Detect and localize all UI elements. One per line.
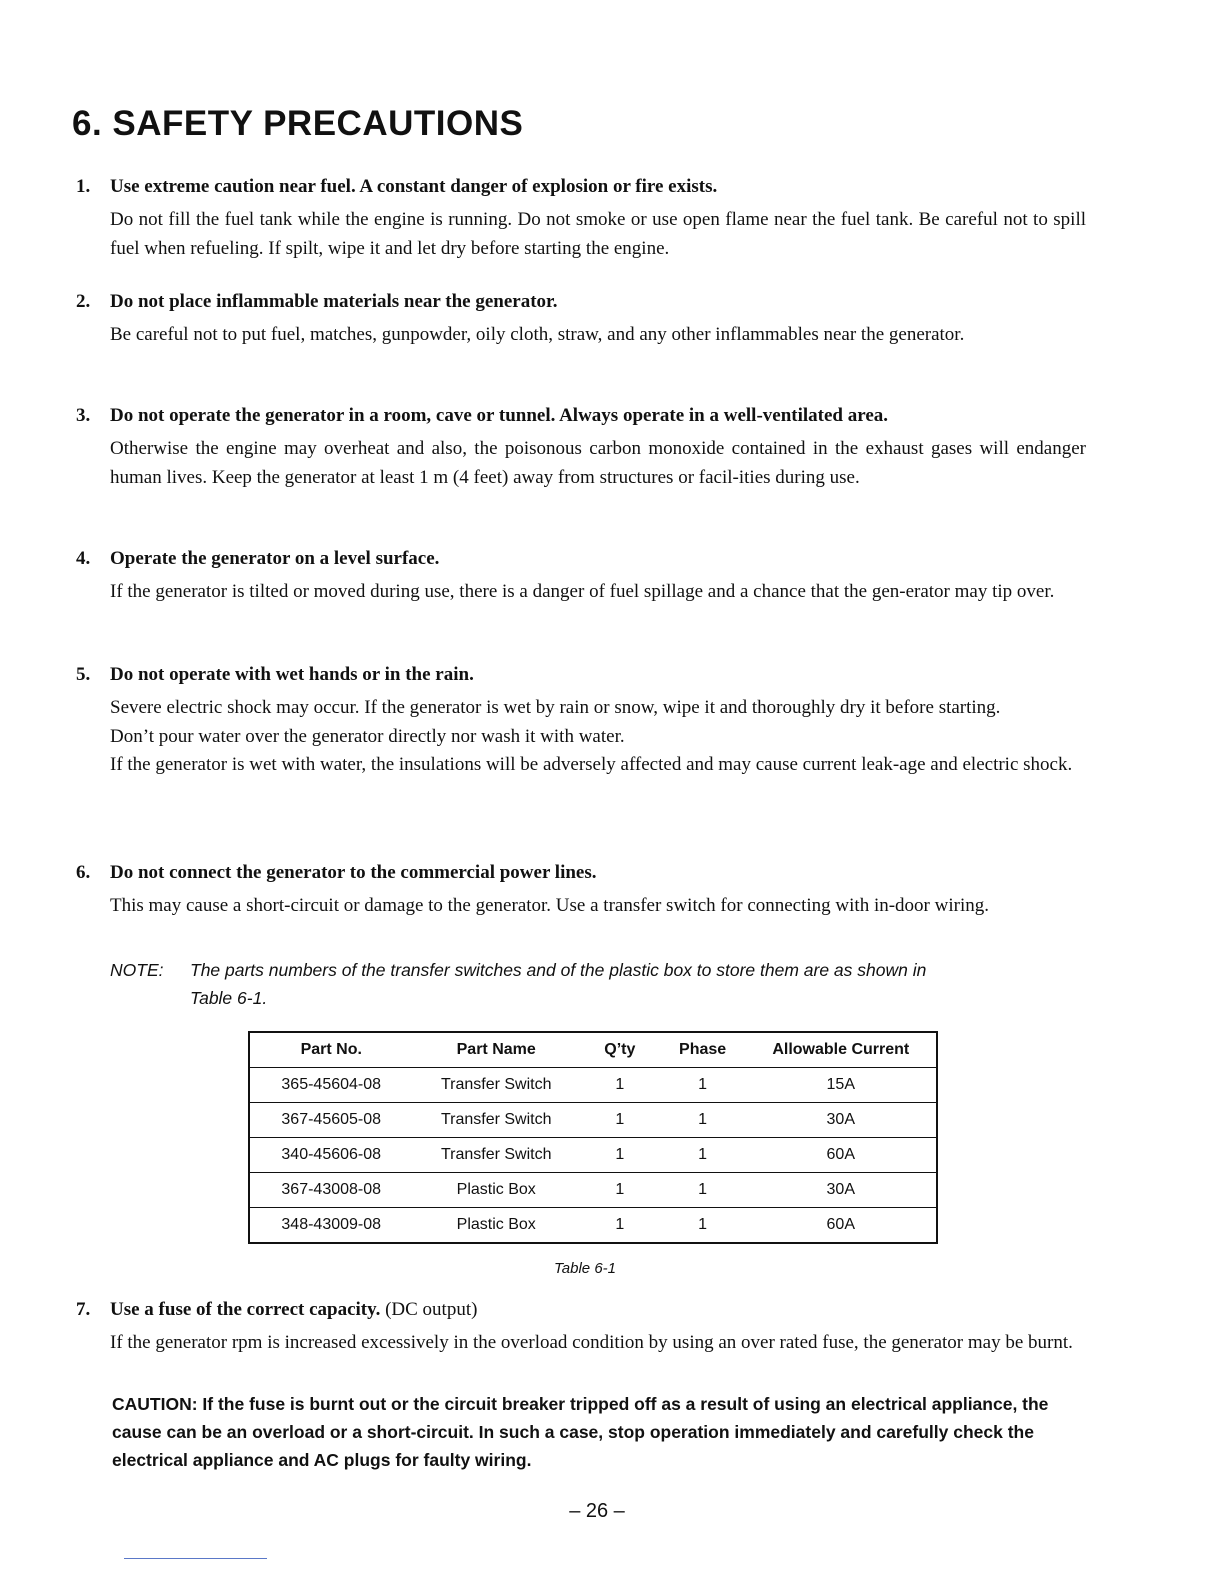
item-paragraph: Don’t pour water over the generator directly nor wash it with water. — [110, 725, 625, 747]
table-row — [249, 1103, 937, 1138]
page-number: – 26 – — [569, 1500, 625, 1522]
table-cell: Transfer Switch — [412, 1138, 579, 1173]
item-body — [110, 892, 1086, 921]
table-cell: 340-45606-08 — [249, 1138, 412, 1173]
column-header: Phase — [660, 1032, 746, 1068]
table-cell: 15A — [746, 1068, 937, 1103]
item-heading: Use extreme caution near fuel. A constant danger of explosion or fire exists. — [110, 176, 718, 197]
item-paragraph: Be careful not to put fuel, matches, gunpowder, oily cloth, straw, and any other inflammables near the generator. — [110, 324, 965, 345]
table-cell: 367-43008-08 — [249, 1173, 412, 1208]
table-cell: 30A — [746, 1173, 937, 1208]
item-heading: Do not connect the generator to the commercial power lines. — [110, 862, 597, 883]
item-body — [110, 578, 1086, 607]
item-heading: Do not operate the generator in a room, cave or tunnel. Always operate in a well-ventilated area. — [110, 405, 889, 426]
item-body — [110, 694, 1086, 780]
table-cell: 1 — [660, 1208, 746, 1244]
item-body — [110, 321, 1086, 350]
item-paragraph: If the generator rpm is increased excessively in the overload condition by using an over rated fuse, the generator may be burnt. — [110, 1332, 1073, 1353]
table-cell: 60A — [746, 1208, 937, 1244]
item-paragraph: This may cause a short-circuit or damage to the generator. Use a transfer switch for connecting with in-door wiring. — [110, 895, 989, 916]
table-cell: 1 — [580, 1208, 660, 1244]
column-header: Part No. — [249, 1032, 412, 1068]
table-cell: 365-45604-08 — [249, 1068, 412, 1103]
item-heading: Do not place inflammable materials near the generator. — [110, 291, 558, 312]
table-cell: Transfer Switch — [412, 1068, 579, 1103]
table-cell: 1 — [580, 1068, 660, 1103]
item-number: 2. — [76, 291, 91, 312]
parts-table — [248, 1031, 938, 1244]
item-heading-text: Use a fuse of the correct capacity. — [110, 1299, 381, 1320]
item-body — [110, 1329, 1086, 1358]
item-number: 3. — [76, 405, 91, 426]
item-heading: Do not operate with wet hands or in the rain. — [110, 664, 474, 685]
column-header: Part Name — [412, 1032, 579, 1068]
table-row — [249, 1208, 937, 1244]
note-text: The parts numbers of the transfer switches and of the plastic box to store them are as shown in — [190, 960, 927, 980]
table-header-row — [249, 1032, 937, 1068]
table-cell: Plastic Box — [412, 1208, 579, 1244]
item-heading — [110, 1299, 477, 1321]
column-header: Q’ty — [580, 1032, 660, 1068]
table-cell: 1 — [580, 1103, 660, 1138]
table-cell: 1 — [660, 1138, 746, 1173]
table-row — [249, 1173, 937, 1208]
footer-rule — [124, 1558, 267, 1559]
item-paragraph: Severe electric shock may occur. If the generator is wet by rain or snow, wipe it and thoroughly dry it before starting. — [110, 697, 1001, 718]
table-cell: 1 — [660, 1068, 746, 1103]
note-line-1 — [110, 956, 1086, 984]
item-heading-sub: (DC output) — [385, 1299, 478, 1320]
table-cell: 348-43009-08 — [249, 1208, 412, 1244]
note-label: NOTE: — [110, 960, 164, 980]
table-cell: 1 — [580, 1173, 660, 1208]
item-body — [110, 206, 1086, 263]
table-cell: Plastic Box — [412, 1173, 579, 1208]
item-paragraph: Otherwise the engine may overheat and also, the poisonous carbon monoxide contained in the exhaust gases will endanger human lives. Keep the generator at least 1 m (4 feet) away from structures or facil-ities during use. — [110, 438, 1086, 488]
table-cell: 1 — [660, 1103, 746, 1138]
item-number: 7. — [76, 1299, 91, 1320]
item-number: 5. — [76, 664, 91, 685]
note — [110, 956, 1086, 1012]
table-cell: 367-45605-08 — [249, 1103, 412, 1138]
table-caption: Table 6-1 — [554, 1260, 616, 1277]
item-paragraph: If the generator is wet with water, the insulations will be adversely affected and may cause current leak-age and electric shock. — [110, 754, 1073, 775]
page-title: 6. SAFETY PRECAUTIONS — [72, 104, 524, 143]
item-paragraph: Do not fill the fuel tank while the engine is running. Do not smoke or use open flame near the fuel tank. Be careful not to spill fuel when refueling. If spilt, wipe it and let dry before starting the engine. — [110, 209, 1086, 259]
item-heading: Operate the generator on a level surface. — [110, 548, 440, 569]
table-cell: 1 — [660, 1173, 746, 1208]
caution-text: CAUTION: If the fuse is burnt out or the circuit breaker tripped off as a result of using an electrical appliance, the cause can be an overload or a short-circuit. In such a case, stop operation immediately and carefully check the electrical appliance and AC plugs for faulty wiring. — [112, 1394, 1049, 1470]
table-cell: 1 — [580, 1138, 660, 1173]
table-row — [249, 1138, 937, 1173]
table-cell: Transfer Switch — [412, 1103, 579, 1138]
note-line-2: Table 6-1. — [190, 988, 268, 1008]
column-header: Allowable Current — [746, 1032, 937, 1068]
item-paragraph: If the generator is tilted or moved during use, there is a danger of fuel spillage and a chance that the gen-erator may tip over. — [110, 581, 1055, 602]
table-cell: 30A — [746, 1103, 937, 1138]
item-number: 1. — [76, 176, 91, 197]
item-body — [110, 435, 1086, 492]
item-number: 6. — [76, 862, 91, 883]
table-cell: 60A — [746, 1138, 937, 1173]
item-number: 4. — [76, 548, 91, 569]
table-row — [249, 1068, 937, 1103]
